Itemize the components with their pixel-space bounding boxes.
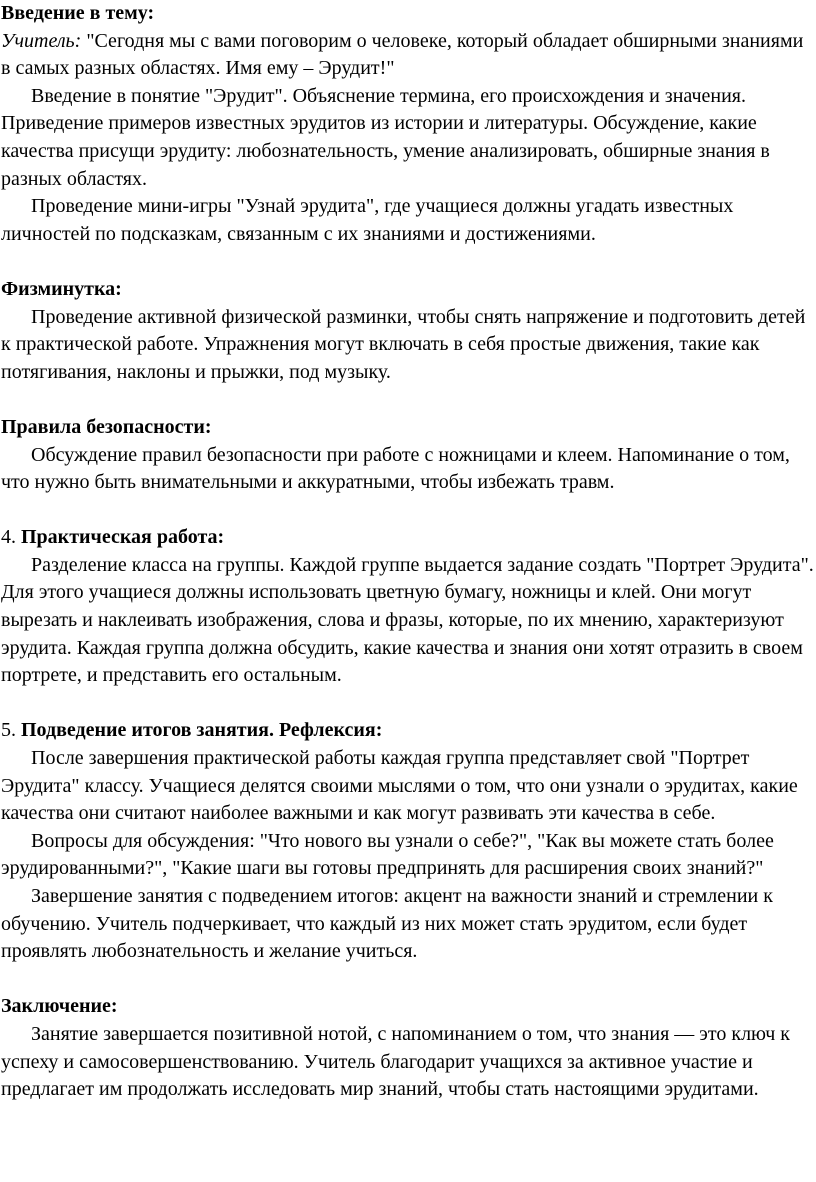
section-practice — [0, 524, 816, 690]
intro-paragraph: Введение в понятие "Эрудит". Объяснение термина, его происхождения и значения. Приведение примеров известных эрудитов из истории и литературы. Обсуждение, какие качества присущи эрудиту: любознательность, умение анализировать, обширные знания в разных областях. — [1, 84, 770, 190]
spacer — [0, 690, 816, 718]
conclusion-heading: Заключение: — [1, 995, 118, 1018]
summary-paragraph: Вопросы для обсуждения: "Что нового вы узнали о себе?", "Как вы можете стать более эрудированными?", "Какие шаги вы готовы предпринять для расширения своих знаний?" — [1, 829, 774, 880]
teacher-quote-paragraph — [0, 28, 816, 83]
section-warmup — [0, 276, 816, 386]
safety-paragraph: Обсуждение правил безопасности при работе с ножницами и клеем. Напоминание о том, что нужно быть внимательными и аккуратными, чтобы избежать травм. — [1, 443, 790, 494]
practice-heading — [0, 524, 816, 552]
conclusion-paragraph: Занятие завершается позитивной нотой, с напоминанием о том, что знания — это ключ к успеху и самосовершенствованию. Учитель благодарит учащихся за активное участие и предлагает им продолжать исследовать мир знаний, чтобы стать настоящими эрудитами. — [1, 1022, 791, 1101]
intro-paragraph: Проведение мини-игры "Узнай эрудита", где учащиеся должны угадать известных личностей по подсказкам, связанным с их знаниями и достижениями. — [1, 195, 734, 245]
spacer — [0, 386, 816, 414]
summary-title: Подведение итогов занятия. Рефлексия: — [21, 719, 383, 742]
warmup-paragraph: Проведение активной физической разминки, чтобы снять напряжение и подготовить детей к практической работе. Упражнения могут включать в себя простые движения, такие как потягивания, наклоны и прыжки, под музыку. — [1, 305, 806, 383]
section-conclusion — [0, 993, 816, 1103]
practice-number: 4. — [1, 526, 16, 549]
safety-heading: Правила безопасности: — [1, 415, 212, 438]
summary-number: 5. — [1, 719, 16, 742]
spacer — [0, 966, 816, 994]
teacher-label: Учитель: — [1, 29, 82, 52]
summary-paragraph: Завершение занятия с подведением итогов: акцент на важности знаний и стремлении к обучению. Учитель подчеркивает, что каждый из них может стать эрудитом, если будет проявлять любознательность и желание учиться. — [1, 885, 773, 963]
summary-heading — [0, 717, 816, 745]
teacher-quote: "Сегодня мы с вами поговорим о человеке, который обладает обширными знаниями в самых разных областях. Имя ему – Эрудит!" — [1, 29, 804, 80]
warmup-heading: Физминутка: — [1, 277, 122, 300]
spacer — [0, 497, 816, 525]
section-intro — [0, 0, 816, 248]
section-safety — [0, 414, 816, 497]
practice-title: Практическая работа: — [21, 526, 225, 549]
intro-heading: Введение в тему: — [1, 2, 155, 24]
practice-paragraph: Разделение класса на группы. Каждой группе выдается задание создать "Портрет Эрудита". Для этого учащиеся должны использовать цветную бумагу, ножницы и клей. Они могут вырезать и наклеивать изображения, слова и фразы, которые, по их мнению, характеризуют эрудита. Каждая группа должна обсудить, какие качества и знания они хотят отразить в своем портрете, и представить его остальным. — [1, 553, 814, 687]
spacer — [0, 248, 816, 276]
section-summary — [0, 717, 816, 965]
summary-paragraph: После завершения практической работы каждая группа представляет свой "Портрет Эрудита" классу. Учащиеся делятся своими мыслями о том, что они узнали о эрудитах, какие качества они считают наиболее важными и как могут развивать эти качества в себе. — [1, 747, 798, 825]
